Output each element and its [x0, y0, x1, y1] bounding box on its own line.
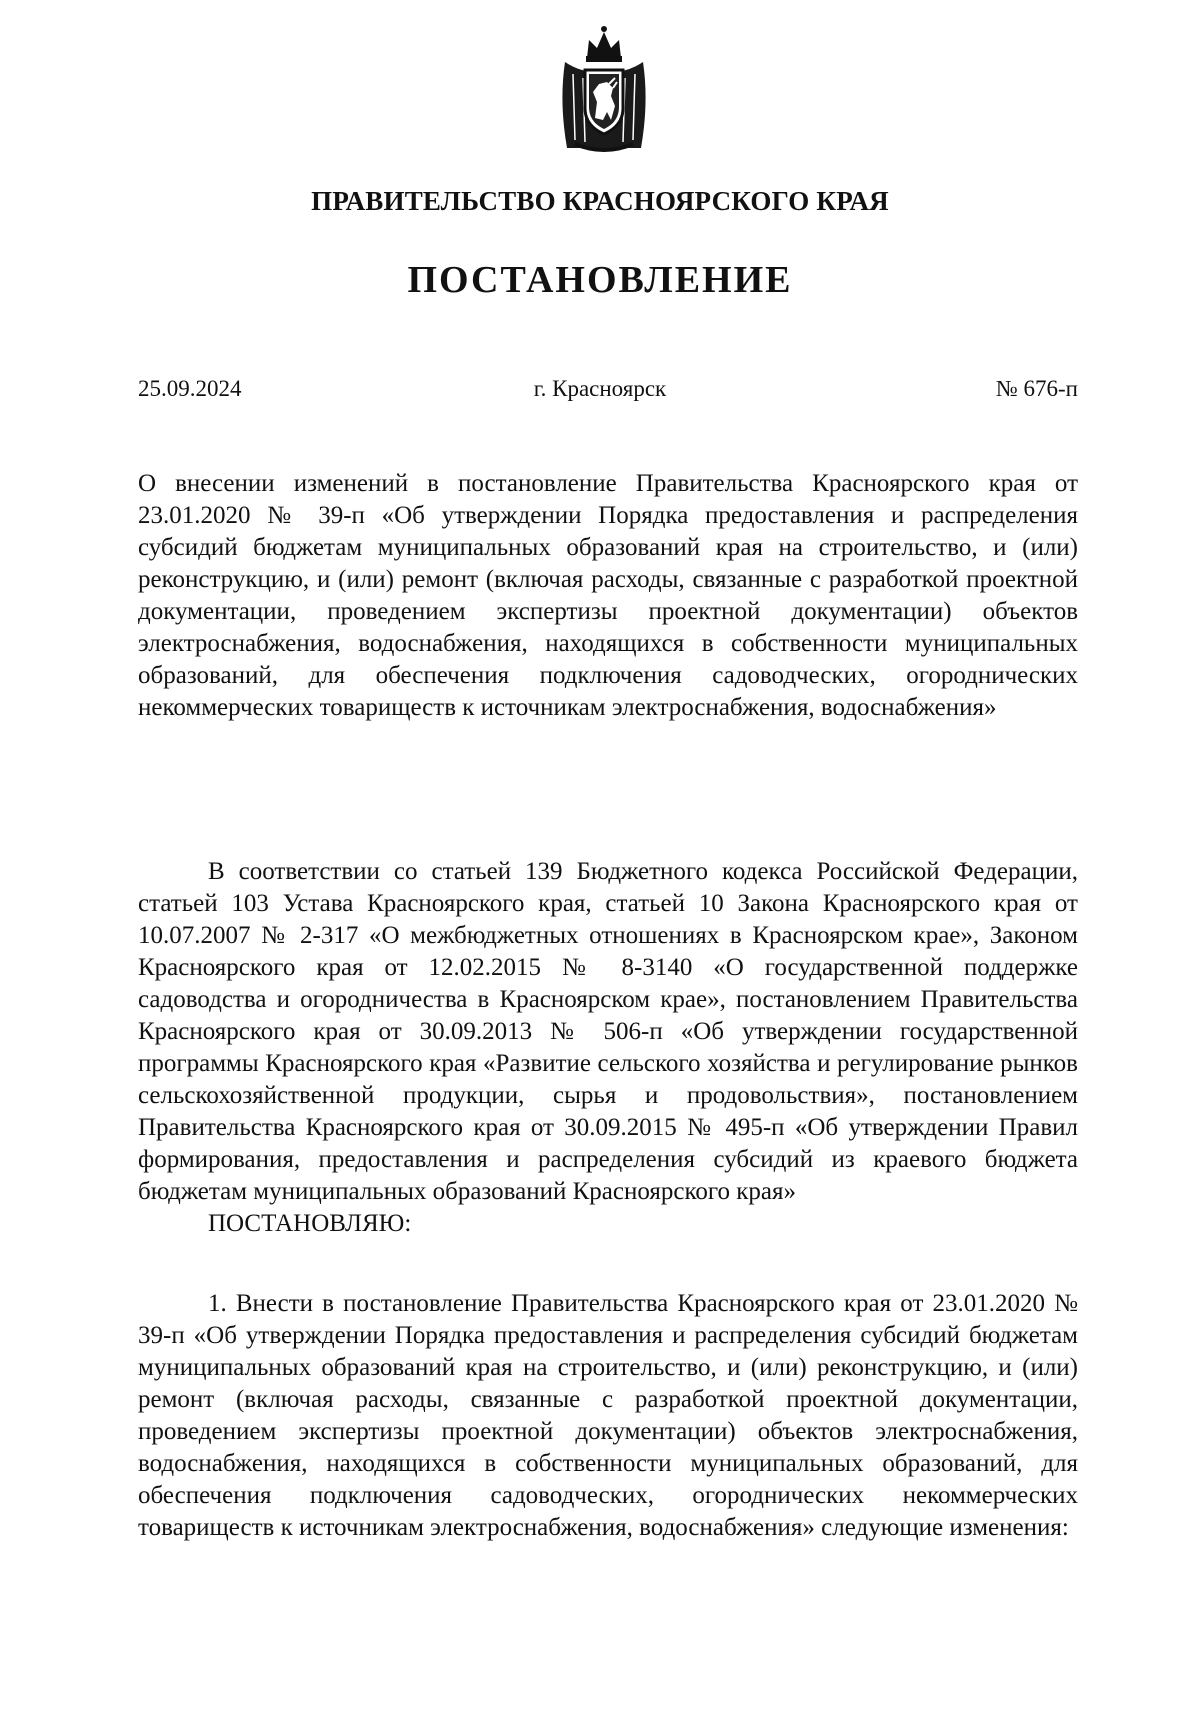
- item-1-paragraph: 1. Внести в постановление Правительства Красноярского края от 23.01.2020 № 39-п «Об утверждении Порядка предоставления и распределения субсидий бюджетам муниципальных образований края на строительство, и (или) реконструкцию, и (или) ремонт (включая расходы, связанные с разработкой проектной документации, проведением экспертизы проектной документации) объектов электроснабжения, водоснабжения, находящихся в собственности муниципальных образований, для обеспечения подключения садоводческих, огороднических некоммерческих товариществ к источникам электроснабжения, водоснабжения» следующие изменения:: [138, 1290, 1078, 1541]
- document-place: г. Красноярск: [533, 376, 667, 401]
- decree-word: ПОСТАНОВЛЯЮ:: [208, 1210, 412, 1237]
- organization-title: ПРАВИТЕЛЬСТВО КРАСНОЯРСКОГО КРАЯ: [311, 186, 889, 216]
- preamble-text: В соответствии со статьей 139 Бюджетного кодекса Российской Федерации, статьей 103 Устава Красноярского края, статьей 10 Закона Красноярского края от 10.07.2007 № 2-317 «О межбюджетных отношениях в Красноярском крае», Законом Красноярского края от 12.02.2015 № 8-3140 «О государственной поддержке садоводства и огородничества в Красноярском крае», постановлением Правительства Красноярского края от 30.09.2013 № 506-п «Об утверждении государственной программы Красноярского края «Развитие сельского хозяйства и регулирование рынков сельскохозяйственной продукции, сырья и продовольствия», постановлением Правительства Красноярского края от 30.09.2015 № 495-п «Об утверждении Правил формирования, предоставления и распределения субсидий из краевого бюджета бюджетам муниципальных образований Красноярского края»: [138, 858, 1078, 1205]
- coat-of-arms-icon: [555, 22, 653, 156]
- preamble-section: [138, 856, 1078, 1240]
- document-number: № 676-п: [995, 376, 1078, 401]
- document-date: 25.09.2024: [138, 376, 242, 401]
- document-subject: О внесении изменений в постановление Правительства Красноярского края от 23.01.2020 № 39-п «Об утверждении Порядка предоставления и распределения субсидий бюджетам муниципальных образований края на строительство, и (или) реконструкцию, и (или) ремонт (включая расходы, связанные с разработкой проектной документации, проведением экспертизы проектной документации) объектов электроснабжения, водоснабжения, находящихся в собственности муниципальных образований, для обеспечения подключения садоводческих, огороднических некоммерческих товариществ к источникам электроснабжения, водоснабжения»: [138, 470, 1078, 721]
- document-type-title: ПОСТАНОВЛЕНИЕ: [407, 259, 793, 301]
